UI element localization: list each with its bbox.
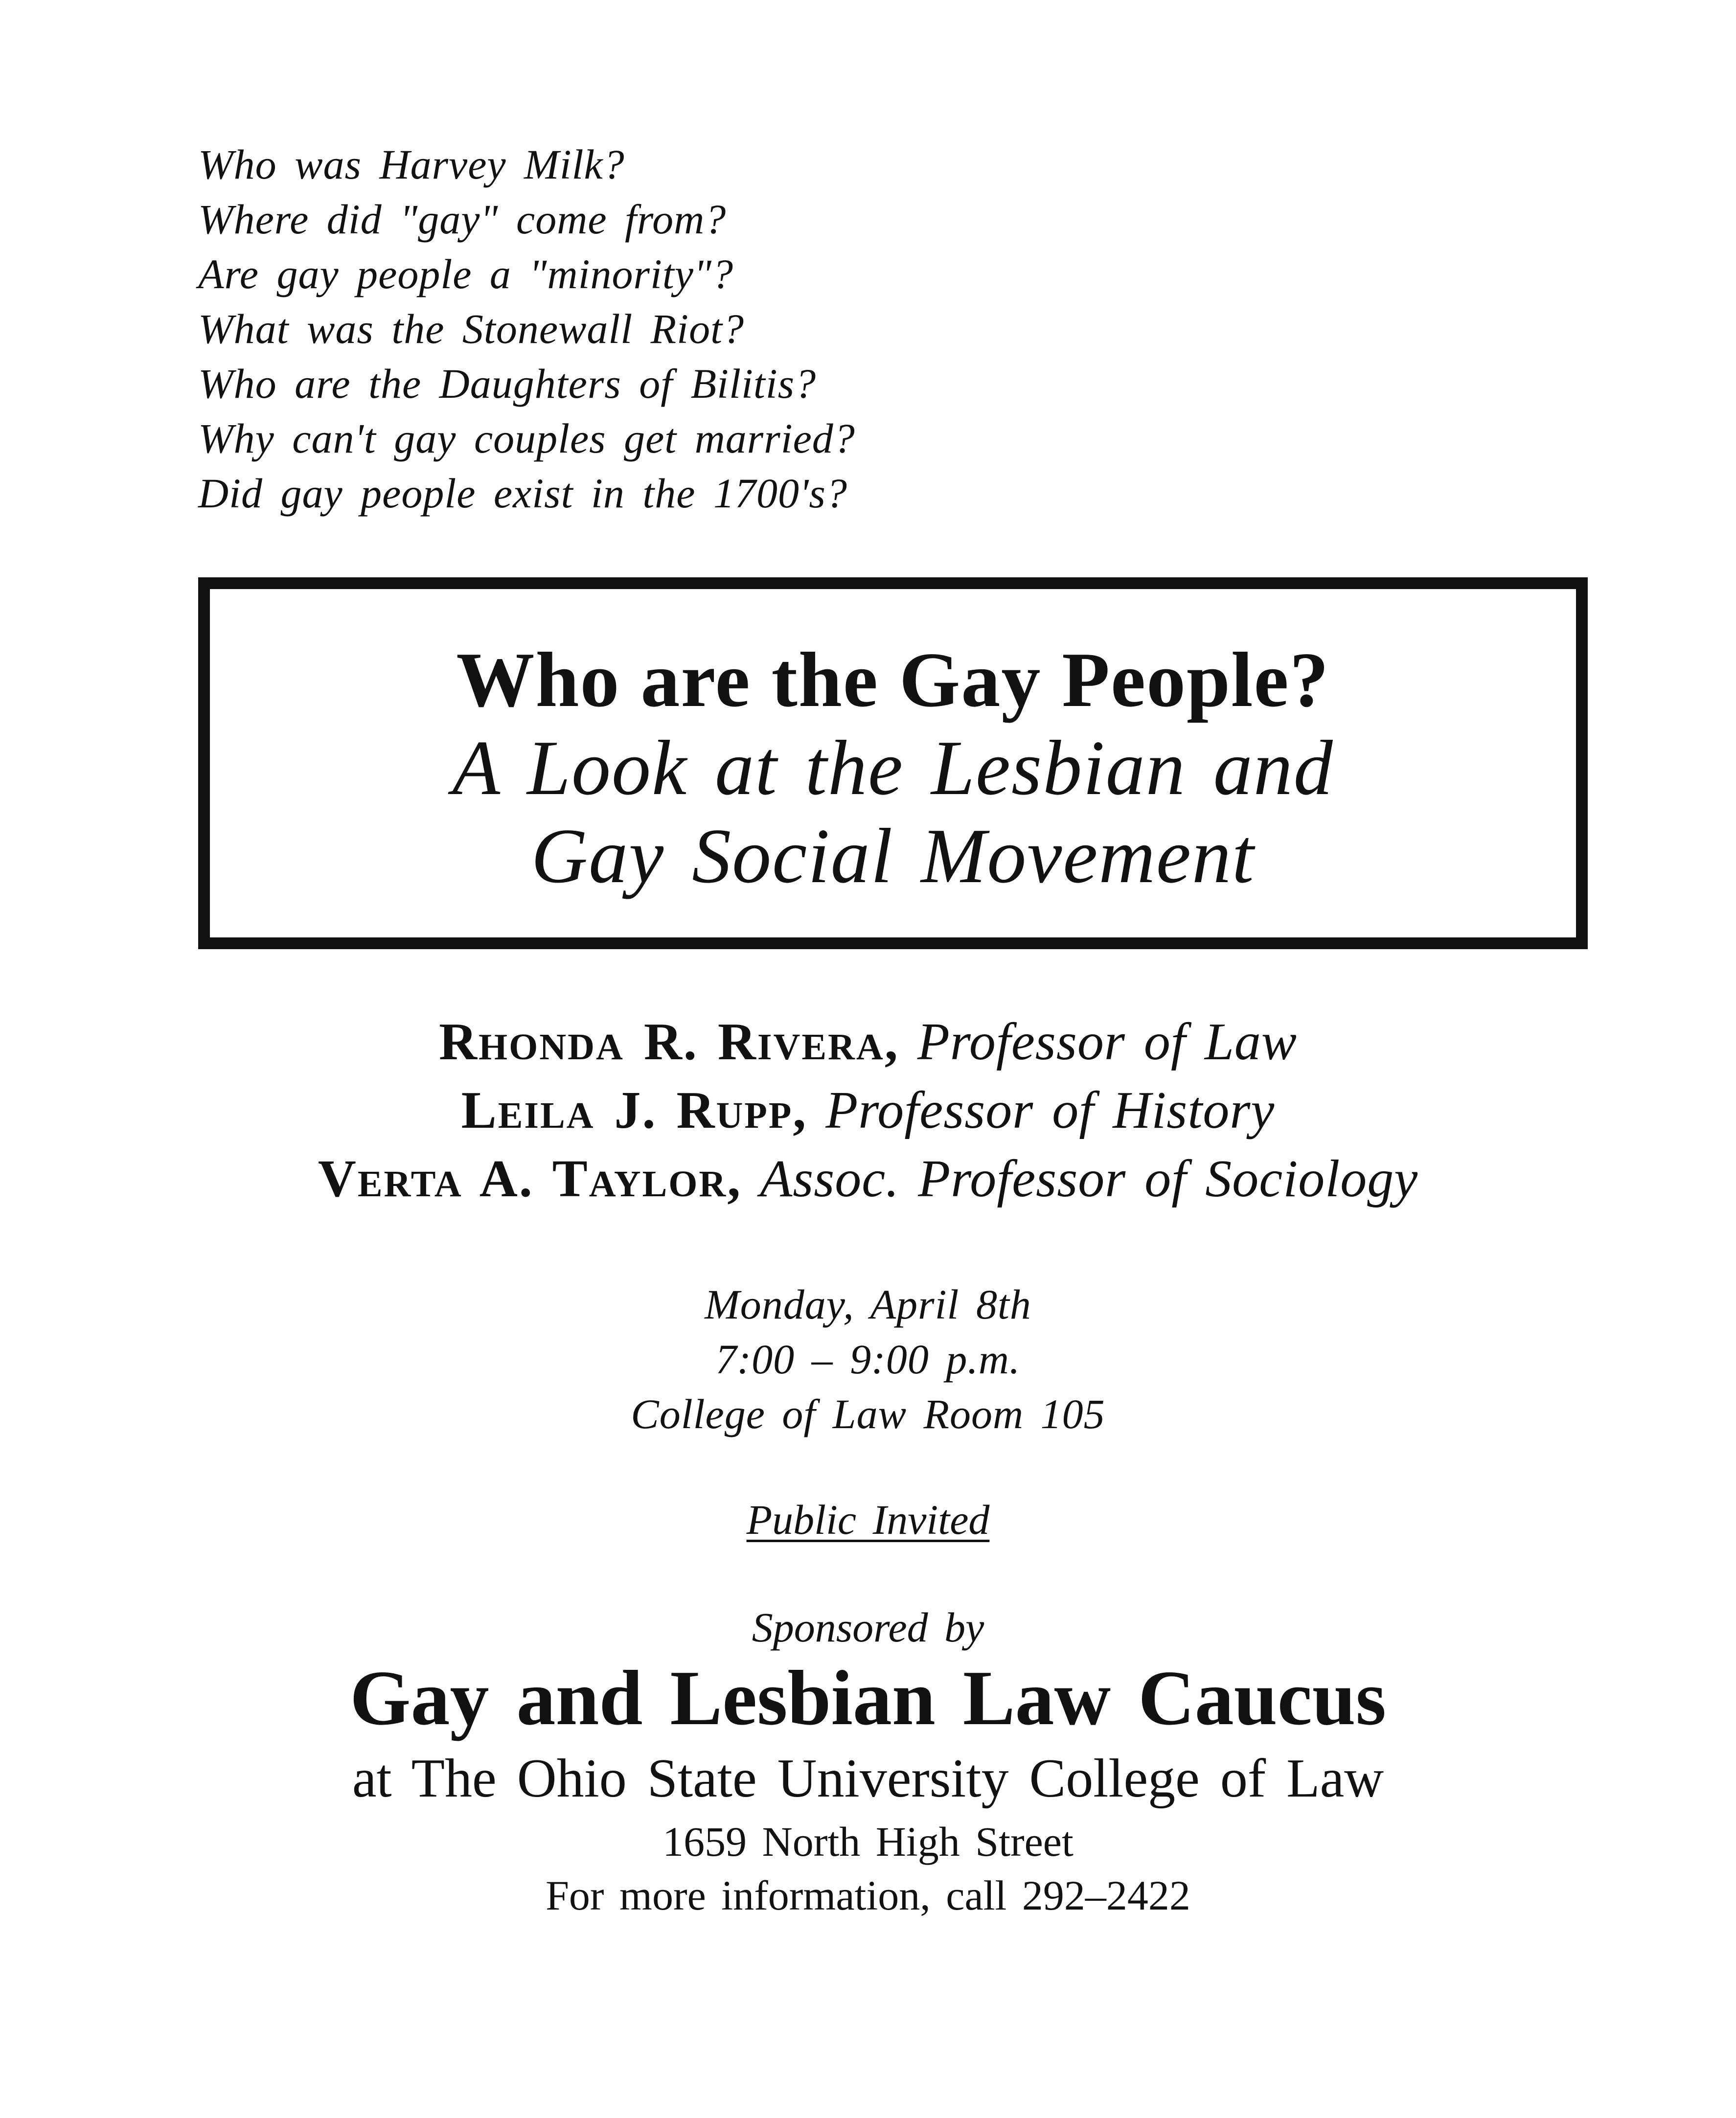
event-time: 7:00 – 9:00 p.m. bbox=[715, 1336, 1021, 1383]
speaker-name: Leila J. Rupp, bbox=[461, 1081, 808, 1139]
admission-note bbox=[0, 1492, 1736, 1547]
event-details bbox=[0, 1277, 1736, 1441]
speaker-name: Rhonda R. Rivera, bbox=[439, 1013, 899, 1071]
speaker-list bbox=[0, 1008, 1736, 1213]
title-box bbox=[198, 577, 1588, 949]
speaker-line bbox=[0, 1076, 1736, 1145]
sponsor-name: Gay and Lesbian Law Caucus bbox=[350, 1654, 1386, 1741]
question-line: Did gay people exist in the 1700's? bbox=[198, 470, 847, 517]
contact-info: For more information, call 292–2422 bbox=[546, 1872, 1190, 1919]
question-line: What was the Stonewall Riot? bbox=[198, 305, 744, 352]
speaker-name: Verta A. Taylor, bbox=[318, 1150, 742, 1208]
event-subtitle-line: A Look at the Lesbian and bbox=[452, 724, 1334, 811]
speaker-role: Professor of History bbox=[825, 1081, 1275, 1139]
sponsor-address: 1659 North High Street bbox=[662, 1818, 1074, 1865]
question-list bbox=[198, 137, 1275, 521]
event-subtitle bbox=[210, 724, 1576, 900]
speaker-line bbox=[0, 1145, 1736, 1213]
question-line: Who are the Daughters of Bilitis? bbox=[198, 360, 817, 407]
speaker-line bbox=[0, 1008, 1736, 1076]
sponsor-affiliation: at The Ohio State University College of Law bbox=[352, 1748, 1384, 1809]
event-subtitle-line: Gay Social Movement bbox=[531, 812, 1255, 899]
event-location: College of Law Room 105 bbox=[631, 1390, 1105, 1437]
event-date: Monday, April 8th bbox=[705, 1281, 1031, 1328]
speaker-role: Assoc. Professor of Sociology bbox=[760, 1150, 1418, 1208]
question-line: Why can't gay couples get married? bbox=[198, 415, 855, 462]
event-title: Who are the Gay People? bbox=[456, 636, 1330, 723]
question-line: Are gay people a "minority"? bbox=[198, 251, 734, 297]
question-line: Who was Harvey Milk? bbox=[198, 141, 625, 188]
speaker-role: Professor of Law bbox=[917, 1013, 1297, 1071]
sponsor-intro: Sponsored by bbox=[752, 1604, 984, 1651]
admission-text: Public Invited bbox=[746, 1496, 990, 1543]
question-line: Where did "gay" come from? bbox=[198, 196, 727, 243]
